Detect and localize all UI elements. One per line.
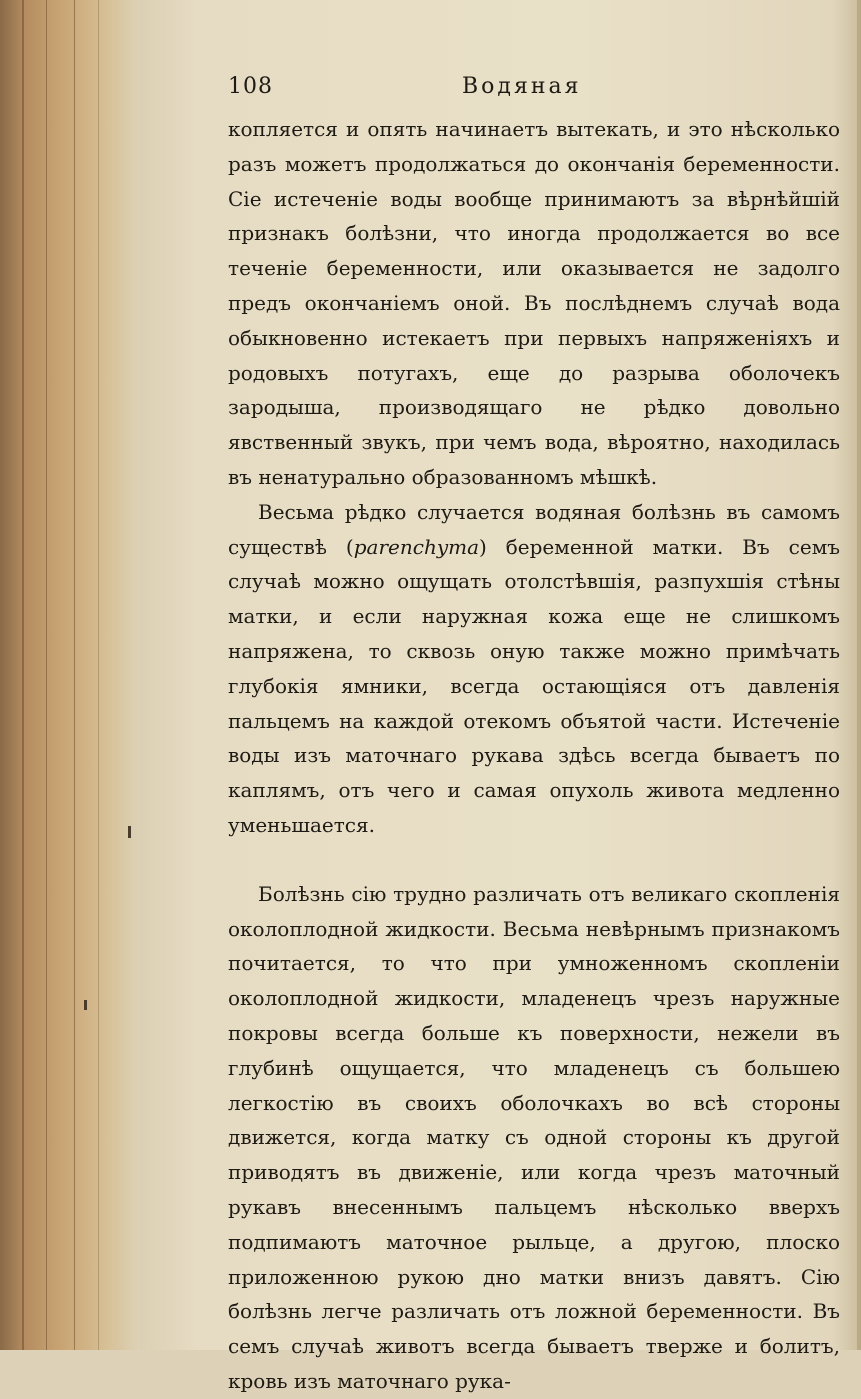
paragraph-2 bbox=[228, 495, 840, 843]
book-spine bbox=[0, 0, 140, 1350]
body-text bbox=[228, 112, 840, 1399]
running-title: Водяная bbox=[462, 74, 582, 99]
book-page bbox=[140, 0, 861, 1393]
binding-line bbox=[22, 0, 24, 1350]
page-header bbox=[228, 74, 828, 106]
margin-mark bbox=[128, 826, 131, 838]
paragraph-3: Болѣзнь сію трудно различать отъ великаго скопленія околоплодной жидкости. Весьма невѣрнымъ признакомъ почитается, то что при умноженномъ скопленіи околоплодной жидкости, младенецъ чрезъ наружные покровы всегда больше къ поверхности, нежели въ глубинѣ ощущается, что младенецъ съ большею легкостію въ своихъ оболочкахъ во всѣ стороны движется, когда матку съ одной стороны къ другой приводятъ въ движеніе, или когда чрезъ маточный рукавъ внесеннымъ пальцемъ нѣсколько вверхъ подпимаютъ маточное рыльце, а другою, плоско приложенною рукою дно матки внизъ давятъ. Сію болѣзнь легче различать отъ ложной беременности. Въ семъ случаѣ животъ всегда бываетъ тверже и болитъ, кровь изъ маточнаго рука- bbox=[228, 881, 840, 1393]
binding-line bbox=[46, 0, 47, 1350]
latin-term: parenchyma bbox=[353, 534, 480, 559]
binding-line bbox=[74, 0, 75, 1350]
binding-line bbox=[98, 0, 99, 1350]
margin-mark bbox=[84, 1000, 87, 1010]
paragraph-2-start: Весьма рѣдко случается водяная болѣзнь въ самомъ существѣ ( bbox=[228, 499, 840, 559]
paragraph-2-rest: ) беременной матки. Въ семъ случаѣ можно ощущать отолстѣвшія, разпухшія стѣны матки, и если наружная кожа еще не слишкомъ напряжена, то сквозь оную также можно примѣчать глубокія ямники, всегда остающіяся отъ давленія пальцемъ на каждой отекомъ объятой части. Истеченіе воды изъ маточнаго рукава здѣсь всегда бываетъ по каплямъ, отъ чего и самая опухоль живота медленно уменьшается. bbox=[228, 534, 840, 837]
paragraph-1: копляется и опять начинаетъ вытекать, и это нѣсколько разъ можетъ продолжаться до окончанія беременности. Сіе истеченіе воды вообще принимаютъ за вѣрнѣйшій признакъ болѣзни, что иногда продолжается во все теченіе беременности, или оказывается не задолго предъ окончаніемъ оной. Въ послѣднемъ случаѣ вода обыкновенно истекаетъ при первыхъ напряженіяхъ и родовыхъ потугахъ, еще до разрыва оболочекъ зародыша, производящаго не рѣдко довольно явственный звукъ, при чемъ вода, вѣроятно, находилась въ ненатурально образованномъ мѣшкѣ. bbox=[228, 117, 840, 489]
page-edge bbox=[857, 0, 861, 1350]
page-number: 108 bbox=[228, 74, 273, 99]
